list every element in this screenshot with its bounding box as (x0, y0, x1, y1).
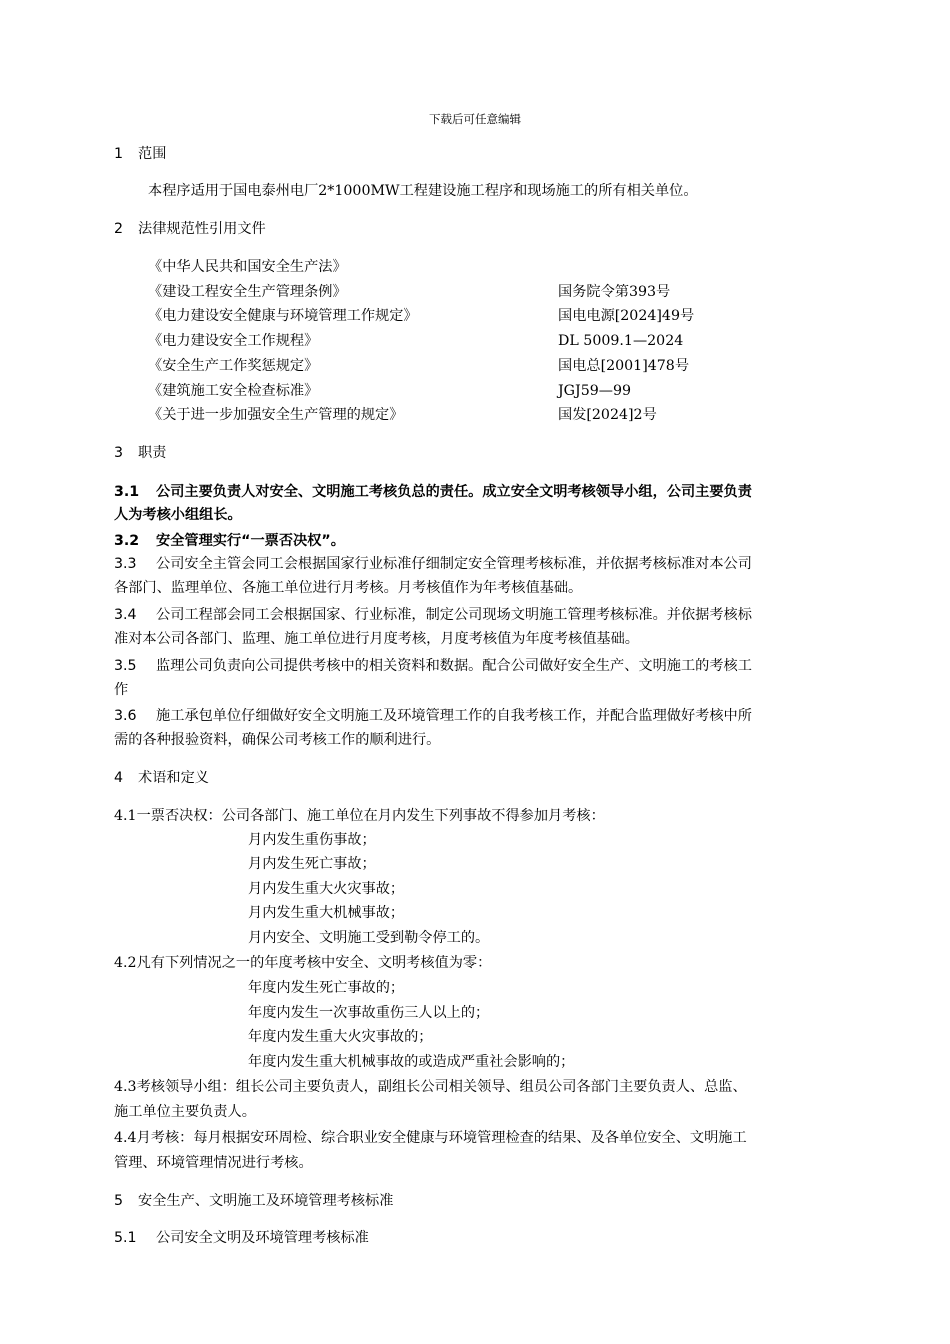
reference-title: 《中华人民共和国安全生产法》 (148, 259, 347, 275)
subsection-5-1-heading (114, 1227, 369, 1249)
definition-list-item: 月内发生重大机械事故； (248, 905, 405, 921)
duty-item-continuation: 各部门、监理单位、各施工单位进行月考核。月考核值作为年考核值基础。 (114, 580, 583, 596)
section-title: 法律规范性引用文件 (138, 221, 266, 237)
reference-title: 《建筑施工安全检查标准》 (148, 383, 319, 399)
definition-list-item: 月内安全、文明施工受到勒令停工的。 (248, 930, 490, 946)
section-title: 职责 (138, 445, 167, 461)
duty-item-continuation: 准对本公司各部门、监理、施工单位进行月度考核，月度考核值为年度考核值基础。 (114, 631, 639, 647)
item-text: 安全管理实行“一票否决权”。 (156, 533, 345, 549)
duty-item (114, 705, 752, 727)
duty-item (114, 481, 752, 503)
duty-item-continuation: 需的各种报验资料，确保公司考核工作的顺利进行。 (114, 732, 441, 748)
section-title: 术语和定义 (138, 770, 209, 786)
definition-list-item: 年度内发生死亡事故的； (248, 980, 405, 996)
reference-title: 《安全生产工作奖惩规定》 (148, 358, 319, 374)
section-3-heading (114, 442, 166, 464)
definition-list-item: 年度内发生重大火灾事故的； (248, 1029, 433, 1045)
definition-list-item: 月内发生重大火灾事故； (248, 881, 405, 897)
reference-code: DL 5009.1—2024 (558, 333, 684, 349)
definition-list-item: 年度内发生一次事故重伤三人以上的； (248, 1005, 490, 1021)
duty-item-continuation: 作 (114, 682, 129, 698)
section-title: 公司安全文明及环境管理考核标准 (156, 1230, 369, 1246)
section-number: 2 (114, 221, 124, 237)
item-text: 公司工程部会同工会根据国家、行业标准，制定公司现场文明施工管理考核标准。并依据考核标 (156, 607, 752, 623)
definition-list-item: 月内发生死亡事故； (248, 856, 376, 872)
section-title: 安全生产、文明施工及环境管理考核标准 (138, 1193, 394, 1209)
reference-title: 《电力建设安全工作规程》 (148, 333, 319, 349)
reference-code: 国务院令第393号 (558, 284, 671, 300)
item-text: 公司主要负责人对安全、文明施工考核负总的责任。成立安全文明考核领导小组，公司主要负责 (156, 484, 752, 500)
section-number: 5.1 (114, 1230, 137, 1246)
reference-code: JGJ59—99 (558, 383, 632, 399)
item-text: 公司安全主管会同工会根据国家行业标准仔细制定安全管理考核标准，并依据考核标准对本公司 (156, 556, 752, 572)
definition-paragraph-continuation: 管理、环境管理情况进行考核。 (114, 1155, 313, 1171)
item-number: 3.1 (114, 484, 140, 500)
item-text: 施工承包单位仔细做好安全文明施工及环境管理工作的自我考核工作，并配合监理做好考核中所 (156, 708, 752, 724)
section-4-heading (114, 767, 209, 789)
section-number: 4 (114, 770, 124, 786)
duty-item (114, 604, 752, 626)
definition-paragraph: 4.4月考核：每月根据安环周检、综合职业安全健康与环境管理检查的结果、及各单位安全、文明施工 (114, 1130, 747, 1146)
item-number: 3.6 (114, 708, 137, 724)
definition-paragraph: 4.3考核领导小组：组长公司主要负责人，副组长公司相关领导、组员公司各部门主要负责人、总监、 (114, 1079, 747, 1095)
section-5-heading (114, 1190, 393, 1212)
section-number: 5 (114, 1193, 124, 1209)
definition-list-item: 年度内发生重大机械事故的或造成严重社会影响的； (248, 1054, 575, 1070)
reference-code: 国发[2024]2号 (558, 407, 657, 423)
definition-lead: 4.2凡有下列情况之一的年度考核中安全、文明考核值为零： (114, 955, 492, 971)
item-number: 3.4 (114, 607, 137, 623)
section-2-heading (114, 218, 266, 240)
item-number: 3.3 (114, 556, 137, 572)
item-number: 3.2 (114, 533, 140, 549)
item-text: 监理公司负责向公司提供考核中的相关资料和数据。配合公司做好安全生产、文明施工的考核工 (156, 658, 752, 674)
reference-code: 国电总[2001]478号 (558, 358, 690, 374)
item-number: 3.5 (114, 658, 137, 674)
definition-lead: 4.1一票否决权：公司各部门、施工单位在月内发生下列事故不得参加月考核： (114, 808, 605, 824)
duty-item (114, 655, 752, 677)
section-1-heading (114, 143, 166, 165)
section-title: 范围 (138, 146, 167, 162)
definition-list-item: 月内发生重伤事故； (248, 832, 376, 848)
reference-title: 《电力建设安全健康与环境管理工作规定》 (148, 308, 418, 324)
duty-item (114, 530, 345, 552)
page-header: 下载后可任意编辑 (429, 112, 521, 126)
reference-title: 《关于进一步加强安全生产管理的规定》 (148, 407, 404, 423)
duty-item (114, 553, 752, 575)
definition-paragraph-continuation: 施工单位主要负责人。 (114, 1104, 256, 1120)
reference-code: 国电电源[2024]49号 (558, 308, 695, 324)
section-1-body: 本程序适用于国电泰州电厂2*1000MW工程建设施工程序和现场施工的所有相关单位。 (148, 183, 698, 199)
reference-title: 《建设工程安全生产管理条例》 (148, 284, 347, 300)
section-number: 3 (114, 445, 124, 461)
duty-item-continuation: 人为考核小组组长。 (114, 507, 242, 523)
section-number: 1 (114, 146, 124, 162)
